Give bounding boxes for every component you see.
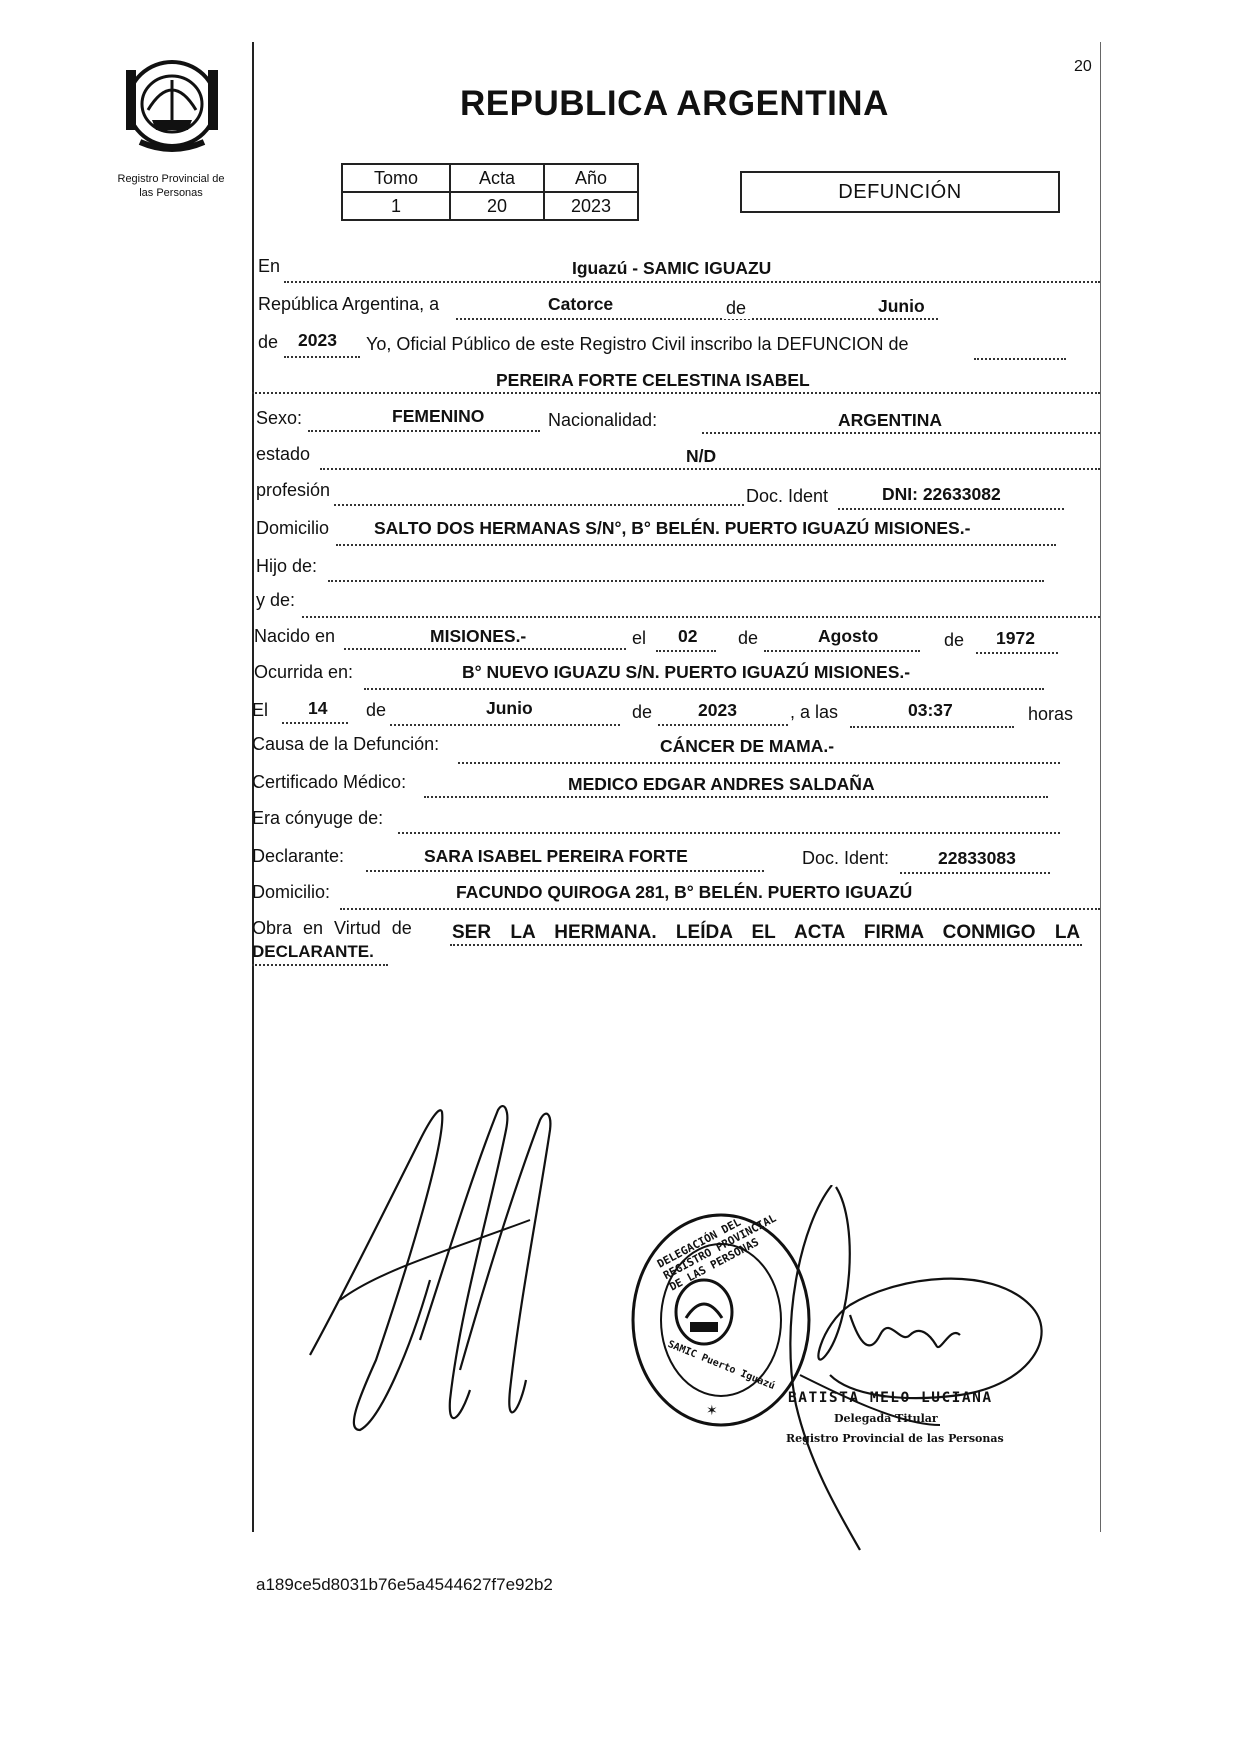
- month: Junio: [878, 296, 925, 316]
- el-label: el: [632, 628, 647, 648]
- nacionalidad-value: ARGENTINA: [838, 410, 943, 430]
- nacido-dotted-line: [344, 648, 626, 650]
- en-label: En: [258, 256, 281, 276]
- deceased-dotted-line: [252, 392, 1100, 394]
- domicilio2-label: Domicilio:: [252, 882, 331, 902]
- causa-dotted-line: [458, 762, 1060, 764]
- signature-office: Registro Provincial de las Personas: [786, 1432, 1004, 1445]
- year-prefix: de: [258, 332, 279, 352]
- declarante-dotted-line: [366, 870, 764, 872]
- death-month: Junio: [486, 698, 533, 718]
- causa-label: Causa de la Defunción:: [252, 734, 440, 754]
- province-seal-logo: [118, 50, 226, 154]
- republica-label: República Argentina, a: [258, 294, 440, 314]
- alas-label: , a las: [790, 702, 839, 722]
- document-type-box: DEFUNCIÓN: [740, 171, 1060, 213]
- row-fecha-defuncion: [252, 692, 1100, 730]
- record-value-acta: 20: [450, 192, 544, 220]
- profesion-label: profesión: [256, 480, 331, 500]
- row-obra: [252, 910, 1100, 980]
- row-deceased-name: [252, 364, 1100, 398]
- signature-role: Delegada Titular: [834, 1412, 938, 1425]
- certificado-dotted-line: [424, 796, 1048, 798]
- death-time: 03:37: [908, 700, 953, 720]
- de-label: de: [722, 298, 750, 319]
- row-causa: [252, 728, 1100, 766]
- deceased-name: PEREIRA FORTE CELESTINA ISABEL: [496, 370, 810, 390]
- obra-line1: SER LA HERMANA. LEÍDA EL ACTA FIRMA CONMIGO LA: [452, 922, 1081, 943]
- birth-year-dotted-line: [976, 652, 1058, 654]
- official-signature: [740, 1185, 1050, 1555]
- row-hijo: [252, 550, 1100, 584]
- doc-ident2-value: 22833083: [938, 848, 1016, 868]
- record-header-acta: Acta: [450, 164, 544, 192]
- obra-line1-dotted-line: [450, 944, 1082, 946]
- nacido-en-value: MISIONES.-: [430, 626, 527, 646]
- row-conyuge: [252, 802, 1100, 838]
- stamp-ring-text: DELEGACIÓN DEL REGISTRO PROVINCIAL DE LAS PERSONAS: [655, 1211, 779, 1294]
- registry-label-line2: las Personas: [139, 187, 203, 199]
- row-estado: [252, 438, 1100, 472]
- death-year: 2023: [698, 700, 737, 720]
- birth-month: Agosto: [818, 626, 879, 646]
- nacionalidad-label: Nacionalidad:: [548, 410, 658, 430]
- death-day: 14: [308, 698, 328, 718]
- document-hash: a189ce5d8031b76e5a4544627f7e92b2: [256, 1575, 553, 1594]
- certificado-label: Certificado Médico:: [252, 772, 407, 792]
- row-ocurrida: [252, 656, 1100, 692]
- nacionalidad-dotted-line: [702, 432, 1100, 434]
- nacido-label: Nacido en: [254, 626, 336, 646]
- inscribo-dotted-line: [974, 358, 1066, 360]
- domicilio-dotted-line: [336, 544, 1056, 546]
- de2-label: de: [738, 628, 759, 648]
- svg-text:✶: ✶: [706, 1403, 718, 1419]
- doc-ident-value: DNI: 22633082: [882, 484, 1001, 504]
- row-nacido: [252, 620, 1100, 656]
- record-header-tomo: Tomo: [342, 164, 450, 192]
- row-domicilio2: [252, 874, 1100, 912]
- ocurrida-dotted-line: [364, 688, 1044, 690]
- doc-ident-label: Doc. Ident: [746, 486, 829, 506]
- obra-line2-dotted-line: [252, 964, 388, 966]
- year: 2023: [298, 330, 337, 350]
- de3-label: de: [944, 630, 965, 650]
- obra-line2: DECLARANTE.: [252, 942, 374, 961]
- registry-label-line1: Registro Provincial de: [117, 173, 225, 185]
- record-value-tomo: 1: [342, 192, 450, 220]
- record-value-anio: 2023: [544, 192, 638, 220]
- row-declarante: [252, 838, 1100, 876]
- signature-name: BATISTA MELO LUCIANA: [788, 1390, 993, 1406]
- record-header-anio: Año: [544, 164, 638, 192]
- row-certificado: [252, 766, 1100, 802]
- death-year-dotted-line: [658, 724, 788, 726]
- declarante-value: SARA ISABEL PEREIRA FORTE: [424, 846, 688, 866]
- estado-label: estado: [256, 444, 311, 464]
- causa-value: CÁNCER DE MAMA.-: [660, 736, 835, 756]
- birth-month-dotted-line: [764, 650, 920, 652]
- year-dotted-line: [284, 356, 360, 358]
- estado-dotted-line: [320, 468, 1100, 470]
- en-value: Iguazú - SAMIC IGUAZU: [572, 258, 772, 278]
- declarant-signature: [300, 1100, 600, 1440]
- conyuge-label: Era cónyuge de:: [252, 808, 384, 828]
- ocurrida-label: Ocurrida en:: [254, 662, 354, 682]
- doc-ident-dotted-line: [838, 508, 1064, 510]
- en-dotted-line: [284, 281, 1100, 283]
- sexo-dotted-line: [308, 430, 540, 432]
- hijo-label: Hijo de:: [256, 556, 318, 576]
- row-domicilio: [252, 512, 1100, 548]
- el2-label: El: [252, 700, 269, 720]
- domicilio-label: Domicilio: [256, 518, 330, 538]
- yde-dotted-line: [302, 616, 1100, 618]
- horas-label: horas: [1028, 704, 1074, 724]
- doc-ident2-label: Doc. Ident:: [802, 848, 890, 868]
- republica-dotted-line: [456, 318, 938, 320]
- row-profesion: [252, 474, 1100, 510]
- de5-label: de: [632, 702, 653, 722]
- obra-label: Obra en Virtud de: [252, 918, 412, 938]
- estado-value: N/D: [686, 446, 717, 466]
- birth-day: 02: [678, 626, 698, 646]
- inscribo-text: Yo, Oficial Público de este Registro Civil inscribo la DEFUNCION de: [366, 334, 909, 354]
- sexo-value: FEMENINO: [392, 406, 485, 426]
- domicilio-value: SALTO DOS HERMANAS S/N°, B° BELÉN. PUERTO IGUAZÚ MISIONES.-: [374, 518, 971, 538]
- stamp-inner-text: SAMIC Puerto Iguazú: [666, 1338, 777, 1393]
- hijo-dotted-line: [328, 580, 1044, 582]
- row-yde: [252, 584, 1100, 618]
- record-value-row: [342, 192, 638, 220]
- right-margin-line: [1100, 42, 1101, 1532]
- page-number: 20: [1074, 58, 1092, 75]
- row-inscribo: [252, 328, 1100, 362]
- sexo-label: Sexo:: [256, 408, 303, 428]
- ocurrida-value: B° NUEVO IGUAZU S/N. PUERTO IGUAZÚ MISIONES.-: [462, 662, 911, 682]
- record-header-row: [342, 164, 638, 192]
- birth-day-dotted-line: [656, 650, 716, 652]
- declarante-label: Declarante:: [252, 846, 345, 866]
- birth-year: 1972: [996, 628, 1035, 648]
- record-table: [341, 163, 639, 221]
- certificado-value: MEDICO EDGAR ANDRES SALDAÑA: [568, 774, 875, 794]
- registry-label: [96, 172, 246, 200]
- domicilio2-value: FACUNDO QUIROGA 281, B° BELÉN. PUERTO IGUAZÚ: [456, 882, 913, 902]
- row-en: [252, 256, 1100, 290]
- day-words: Catorce: [548, 294, 614, 314]
- conyuge-dotted-line: [398, 832, 1060, 834]
- row-republica: [252, 292, 1100, 326]
- yde-label: y de:: [256, 590, 296, 610]
- page-title: REPUBLICA ARGENTINA: [460, 84, 889, 123]
- death-month-dotted-line: [390, 724, 620, 726]
- death-day-dotted-line: [282, 722, 348, 724]
- profesion-dotted-line: [334, 504, 744, 506]
- de4-label: de: [366, 700, 387, 720]
- row-sexo: [252, 400, 1100, 436]
